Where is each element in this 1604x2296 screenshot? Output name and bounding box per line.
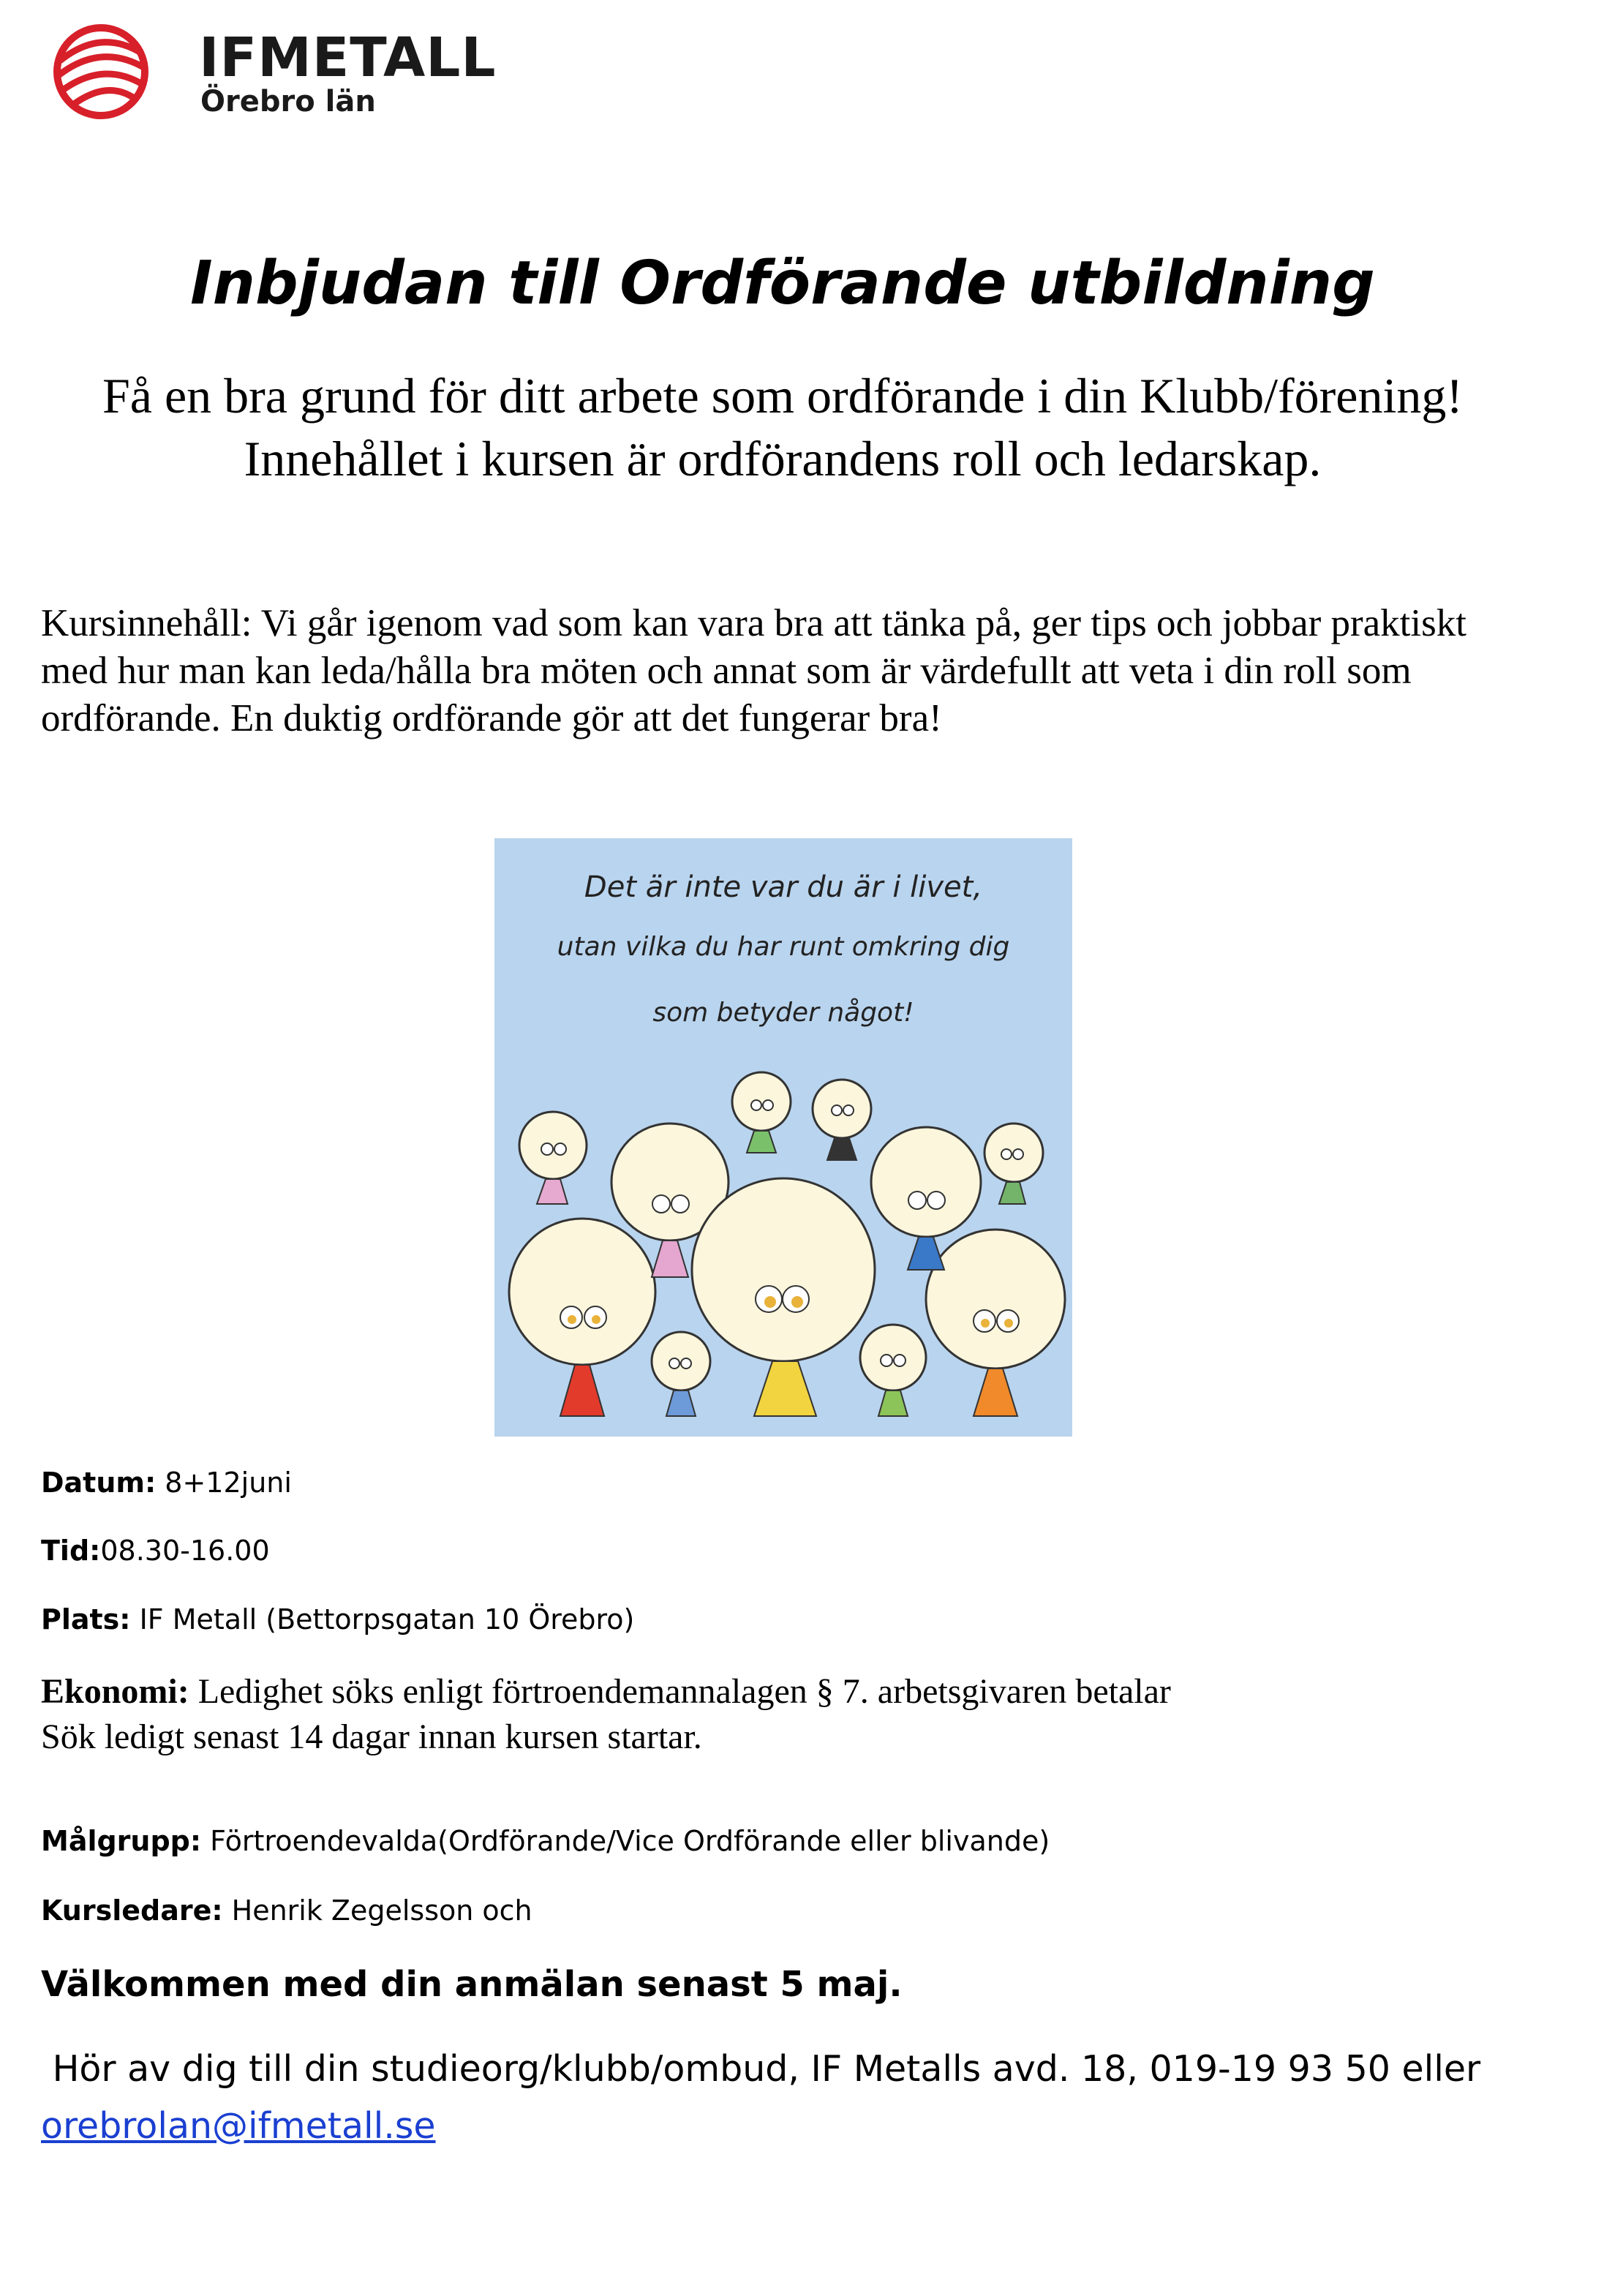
intro-paragraph: Få en bra grund för ditt arbete som ordförande i din Klubb/förening! Innehållet i kursen är ordförandens roll och ledarskap. — [102, 368, 1464, 486]
detail-ekonomi-value: Ledighet söks enligt förtroendemannalagen § 7. arbetsgivaren betalar — [189, 1672, 1171, 1711]
detail-ekonomi-label: Ekonomi: — [41, 1672, 189, 1711]
illustration-line-1: Det är inte var du är i livet, — [584, 870, 983, 904]
logo-region: Örebro län — [200, 85, 376, 118]
course-content-text: Vi går igenom vad som kan vara bra att tänka på, ger tips och jobbar praktiskt med hur man kan leda/hålla bra möten och annat som är värdefullt att veta i din roll som ordförande. En duktig ordförande gör att det fungerar bra! — [41, 602, 1466, 739]
detail-malgrupp-value: Förtroendevalda(Ordförande/Vice Ordförande eller blivande) — [201, 1825, 1050, 1857]
illustration — [494, 838, 1072, 1437]
detail-malgrupp-label: Målgrupp: — [41, 1825, 202, 1857]
detail-datum-value: 8+12juni — [156, 1467, 292, 1499]
detail-ekonomi-line2: Sök ledigt senast 14 dagar innan kursen startar. — [41, 1717, 702, 1756]
detail-ekonomi — [41, 1669, 1431, 1760]
course-content — [41, 600, 1518, 742]
detail-kursledare-label: Kursledare: — [41, 1894, 223, 1927]
detail-plats — [41, 1603, 634, 1636]
welcome-text: Välkommen med din anmälan senast 5 maj. — [41, 1964, 903, 2005]
course-content-label: Kursinnehåll: — [41, 602, 252, 644]
email-link[interactable]: orebrolan@ifmetall.se — [41, 2105, 436, 2147]
detail-tid — [41, 1535, 270, 1567]
detail-tid-label: Tid: — [41, 1535, 101, 1567]
contact-info — [41, 2041, 1548, 2155]
illustration-line-3: som betyder något! — [652, 998, 914, 1028]
detail-malgrupp — [41, 1825, 1050, 1857]
detail-kursledare-value: Henrik Zegelsson och — [222, 1894, 532, 1927]
contact-text: Hör av dig till din studieorg/klubb/ombud, IF Metalls avd. 18, 019-19 93 50 eller — [52, 2048, 1481, 2090]
detail-datum — [41, 1467, 292, 1499]
page-title: Inbjudan till Ordförande utbildning — [190, 249, 1375, 318]
detail-kursledare — [41, 1894, 532, 1927]
detail-datum-label: Datum: — [41, 1467, 157, 1499]
detail-plats-value: IF Metall (Bettorpsgatan 10 Örebro) — [130, 1603, 635, 1636]
detail-plats-label: Plats: — [41, 1603, 131, 1636]
people-illustration — [494, 838, 1072, 1437]
logo-brand-name: IFMETALL — [199, 26, 497, 89]
illustration-line-2: utan vilka du har runt omkring dig — [557, 932, 1010, 962]
detail-tid-value: 08.30-16.00 — [100, 1535, 270, 1567]
ifmetall-logo-mark-icon — [38, 20, 170, 123]
